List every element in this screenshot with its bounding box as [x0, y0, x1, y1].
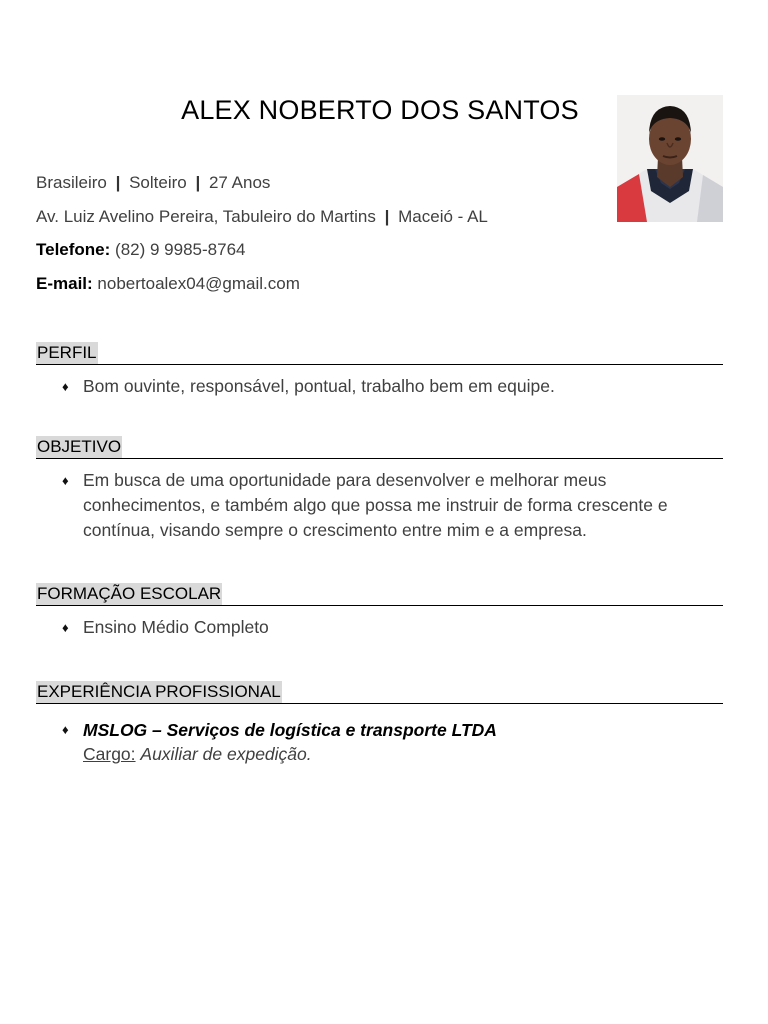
section-divider [36, 458, 723, 459]
separator: | [195, 173, 201, 192]
section-experiencia [36, 681, 723, 766]
candidate-name: ALEX NOBERTO DOS SANTOS [181, 95, 579, 125]
experience-company: MSLOG – Serviços de logística e transporte LTDA [83, 720, 497, 740]
section-title-experiencia: EXPERIÊNCIA PROFISSIONAL [37, 682, 281, 701]
phone-label: Telefone: [36, 240, 111, 259]
section-title-perfil: PERFIL [37, 343, 97, 362]
experience-role-line [83, 742, 723, 766]
bullet-diamond-icon: ♦ [62, 620, 69, 635]
list-item [36, 468, 723, 543]
marital-status: Solteiro [129, 173, 187, 192]
section-perfil [36, 342, 723, 399]
section-objetivo [36, 436, 723, 543]
email-line [36, 274, 300, 294]
section-divider [36, 605, 723, 606]
city: Maceió - AL [398, 207, 488, 226]
section-divider [36, 703, 723, 704]
formacao-text: Ensino Médio Completo [83, 617, 269, 637]
list-item [36, 615, 723, 640]
list-item [36, 374, 723, 399]
age: 27 Anos [208, 173, 271, 192]
bullet-diamond-icon: ♦ [62, 379, 69, 394]
perfil-text: Bom ouvinte, responsável, pontual, trabalho bem em equipe. [83, 376, 555, 396]
list-item [36, 718, 723, 766]
separator: | [384, 207, 390, 226]
objetivo-text: Em busca de uma oportunidade para desenvolver e melhorar meus conhecimentos, e também algo que possa me instruir de forma crescente e contínua, visando sempre o crescimento entre mim e a empresa. [83, 470, 668, 540]
role-value: Auxiliar de expedição. [140, 744, 312, 764]
phone-line [36, 240, 245, 260]
role-label: Cargo: [83, 744, 136, 764]
profile-photo [617, 95, 723, 222]
bullet-diamond-icon: ♦ [62, 722, 69, 737]
section-title-formacao: FORMAÇÃO ESCOLAR [37, 584, 222, 603]
address: Av. Luiz Avelino Pereira, Tabuleiro do Martins [36, 207, 376, 226]
separator: | [115, 173, 121, 192]
email-address[interactable]: nobertoalex04@gmail.com [97, 274, 300, 293]
email-label: E-mail: [36, 274, 93, 293]
address-line [36, 207, 488, 227]
section-divider [36, 364, 723, 365]
section-title-objetivo: OBJETIVO [37, 437, 122, 456]
bullet-diamond-icon: ♦ [62, 473, 69, 488]
section-formacao [36, 583, 723, 640]
phone-number[interactable]: (82) 9 9985-8764 [115, 240, 246, 259]
nationality: Brasileiro [36, 173, 107, 192]
personal-summary-line [36, 173, 270, 193]
